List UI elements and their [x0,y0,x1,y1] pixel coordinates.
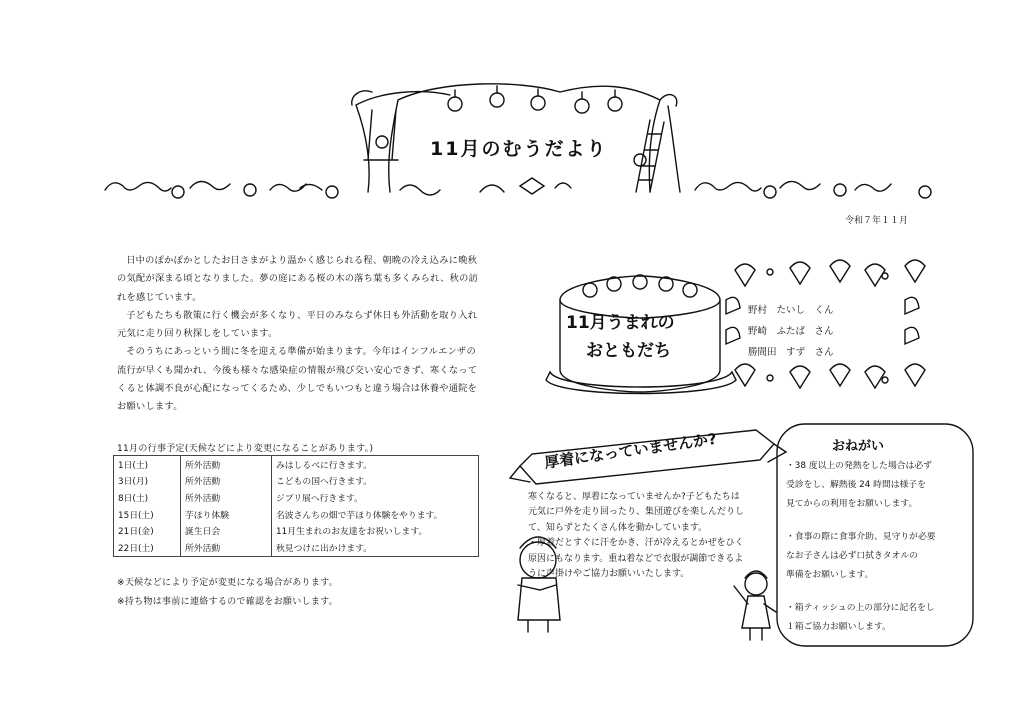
birthday-name: 野崎 ふたば さん [748,326,834,337]
request-line: ・箱ティッシュの上の部分に記名をし [786,603,935,613]
schedule-note: ※持ち物は事前に連絡するので確認をお願いします。 [117,597,339,607]
clothing-title: 厚着になっていませんか? [543,429,718,472]
schedule-detail: こどもの国へ行きます。 [276,477,373,488]
schedule-detail: ジブリ展へ行きます。 [276,493,363,504]
schedule-detail: 秋見つけに出かけます。 [276,543,373,554]
intro-paragraph: 子どもたちも散策に行く機会が多くなり、平日のみならず休日も外活動を取り入れ元気に走り回り秋探しをしています。 [117,309,478,340]
schedule-type: 芋ほり体験 [181,506,272,523]
schedule-type: 所外活動 [181,456,272,473]
schedule-type: 所外活動 [181,489,272,506]
schedule-detail: 11月生まれのお友達をお祝いします。 [276,527,428,538]
intro-section [117,252,479,417]
table-row [114,456,479,473]
request-line: なお子さんは必ず口拭きタオルの [786,551,918,561]
clothing-paragraph: 寒くなると、厚着になっていませんか?子どもたちは元気に戸外を走り回ったり、集団遊びを楽しんだりして、知らずとたくさん体を動かしています。 [528,492,745,533]
schedule-note: ※天候などにより予定が変更になる場合があります。 [117,578,339,588]
request-line: 受診をし、解熱後 24 時間は様子を [786,480,926,490]
schedule-date: 22日(土) [114,539,181,556]
schedule-date: 3日(月) [114,473,181,490]
table-row [114,522,479,539]
request-line: 準備をお願いします。 [786,570,874,580]
schedule-date: 8日(土) [114,489,181,506]
birthday-name: 勝間田 すず さん [748,347,834,358]
intro-paragraph: 日中のぽかぽかとしたお日さまがより温かく感じられる程、朝晩の冷え込みに晩秋の気配が深まる頃となりました。夢の庭にある桜の木の落ち葉も多くみられ、秋の訪れを感じています。 [117,255,479,303]
clothing-body [528,490,744,582]
request-item [786,599,964,637]
schedule-date: 15日(土) [114,506,181,523]
schedule-detail: 名波さんちの畑で芋ほり体験をやります。 [276,510,443,521]
request-line: ・38 度以上の発熱をした場合は必ず [786,461,932,471]
request-line: １箱ご協力お願いします。 [786,622,891,632]
requests-title: おねがい [832,439,885,454]
table-row [114,539,479,556]
birthday-names [748,300,834,363]
schedule-type: 所外活動 [181,473,272,490]
table-row [114,489,479,506]
schedule-detail: みはしるべに行きます。 [276,460,373,471]
birthday-title: おともだち [586,341,671,361]
schedule-type: 所外活動 [181,539,272,556]
squirrel-acorn-border [105,178,931,198]
issue-date: 令和７年１１月 [844,216,908,226]
schedule-date: 1日(土) [114,456,181,473]
schedule-title: 11月の行事予定(天候などにより変更になることがあります。) [117,444,374,454]
schedule-date: 21日(金) [114,522,181,539]
table-row [114,473,479,490]
birthday-cake-illustration [546,275,736,394]
table-row [114,506,479,523]
request-item [786,457,964,514]
schedule-type: 誕生日会 [181,522,272,539]
request-line: 見てからの利用をお願いします。 [786,499,918,509]
clothing-paragraph: ・厚着だとすぐに汗をかき、汗が冷えるとかぜをひく原因にもなります。重ね着などで衣服が調節できるように声掛けやご協力お願いいたします。 [528,538,744,580]
birthday-name: 野村 たいし くん [748,305,834,316]
birthday-title: 11月うまれの [566,313,675,333]
schedule-table [113,455,479,557]
page-title: 11月のむうだより [430,138,608,160]
request-item [786,528,964,585]
intro-paragraph: そのうちにあっという間に冬を迎える準備が始まります。今年はインフルエンザの流行が早くも聞かれ、今後も様々な感染症の情報が飛び交い安心できず、寒くなってくると体調不良が心配になってくるため、少しでもいつもと違う場合は休養や通院をお願いします。 [117,346,478,413]
requests-list [786,457,964,651]
request-line: ・食事の際に食事介助、見守りが必要 [786,532,936,542]
